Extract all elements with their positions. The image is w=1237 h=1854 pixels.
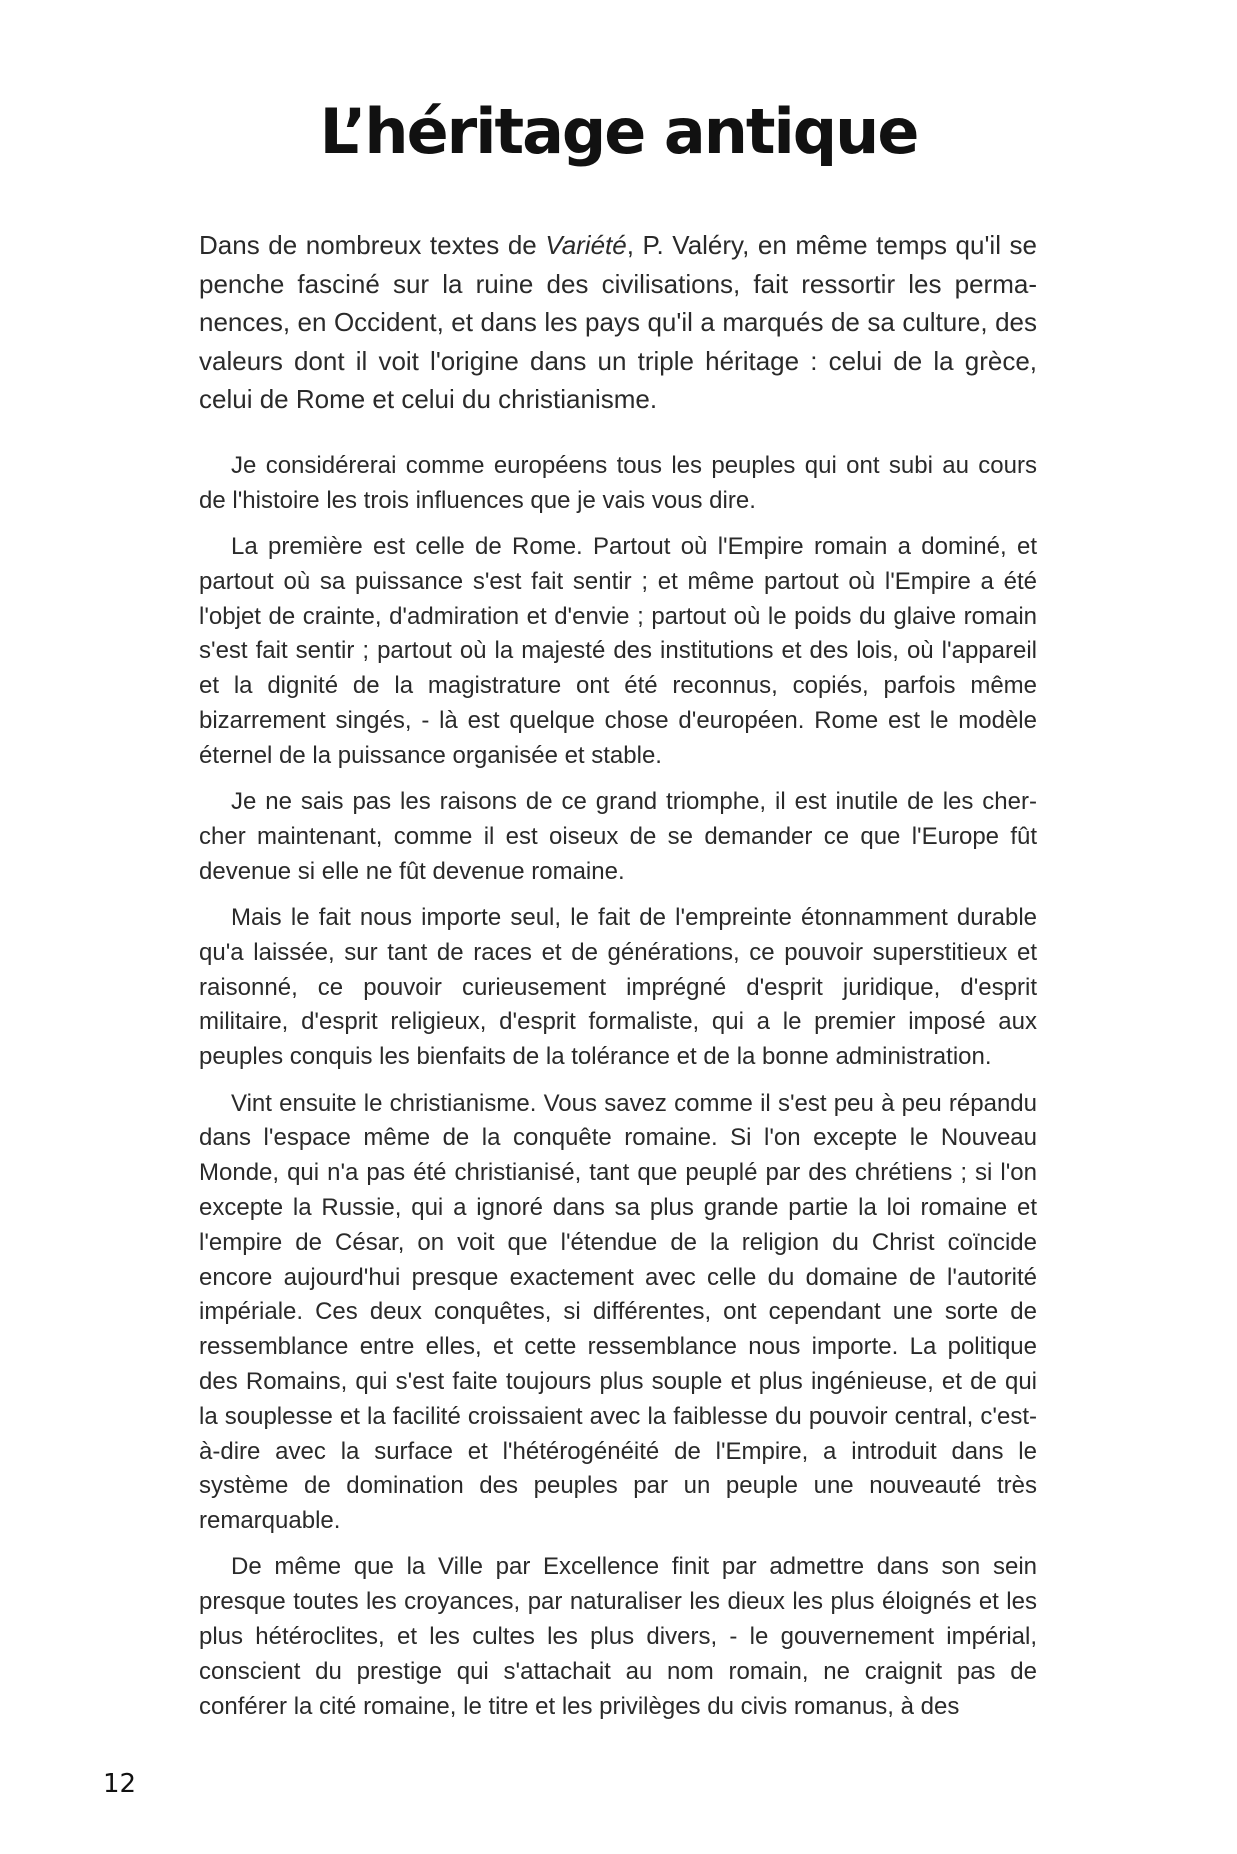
intro-text-end: , P. Valéry, en même temps qu'il se penche fasciné sur la ruine des civilisations, fait ressortir les permanences, en Occident, et dans les pays qu'il a marqués de sa culture, des valeurs dont il voit l'origine dans un triple héritage : celui de la grèce, celui de Rome et celui du christianisme. [199, 230, 1037, 415]
quoted-excerpt [199, 449, 1037, 1724]
page-number: 12 [103, 1769, 137, 1799]
excerpt-paragraph-1: Je considérerai comme européens tous les peuples qui ont subi au cours de l'histoire les trois influences que je vais vous dire. [199, 452, 1037, 514]
excerpt-paragraph-2: La première est celle de Rome. Partout où l'Empire romain a dominé, et partout où sa puissance s'est fait sentir ; et même partout où l'Empire a été l'objet de crainte, d'admiration et d'envie ; partout où le poids du glaive romain s'est fait sentir ; partout où la majesté des institutions et des lois, où l'appareil et la dignité de la magistrature ont été reconnus, copiés, parfois même bizarrement singés, - là est quelque chose d'européen. Rome est le modèle éternel de la puissance organisée et stable. [199, 533, 1037, 769]
excerpt-paragraph-5: Vint ensuite le christianisme. Vous savez comme il s'est peu à peu répandu dans l'espace même de la conquête romaine. Si l'on excepte le Nouveau Monde, qui n'a pas été christianisé, tant que peuplé par des chrétiens ; si l'on excepte la Russie, qui a ignoré dans sa plus grande partie la loi romaine et l'empire de César, on voit que l'étendue de la religion du Christ coïncide encore aujourd'hui presque exactement avec celle du domaine de l'autorité impériale. Ces deux conquêtes, si différentes, ont cependant une sorte de ressemblance entre elles, et cette ressemblance nous importe. La politique des Romains, qui s'est faite toujours plus souple et plus ingénieuse, et de qui la souplesse et la facilité croissaient avec la faiblesse du pouvoir central, c'est-à-dire avec la surface et l'hétérogénéité de l'Empire, a introduit dans le système de domination des peuples par un peuple une nouveauté très remarquable. [199, 1089, 1037, 1535]
excerpt-paragraph-3: Je ne sais pas les raisons de ce grand triomphe, il est inutile de les chercher maintenant, comme il est oiseux de se demander ce que l'Europe fût devenue si elle ne fût devenue romaine. [199, 788, 1037, 885]
excerpt-paragraph-4: Mais le fait nous importe seul, le fait de l'empreinte étonnamment durable qu'a laissée, sur tant de races et de générations, ce pouvoir superstitieux et raisonné, ce pouvoir curieusement imprégné d'esprit juridique, d'esprit militaire, d'esprit religieux, d'esprit formaliste, qui a le premier imposé aux peuples conquis les bienfaits de la tolérance et de la bonne administration. [199, 904, 1037, 1071]
intro-text-start: Dans de nombreux textes de [199, 230, 546, 260]
book-title-italic: Variété [545, 230, 627, 260]
chapter-title: L’héritage antique [319, 95, 918, 168]
intro-paragraph [199, 226, 1037, 419]
excerpt-paragraph-6: De même que la Ville par Excellence finit par admettre dans son sein presque toutes les croyances, par naturaliser les dieux les plus éloignés et les plus hétéroclites, et les cultes les plus divers, - le gouvernement impérial, conscient du prestige qui s'attachait au nom romain, ne craignit pas de conférer la cité romaine, le titre et les privilèges du civis romanus, à des [199, 1553, 1037, 1720]
